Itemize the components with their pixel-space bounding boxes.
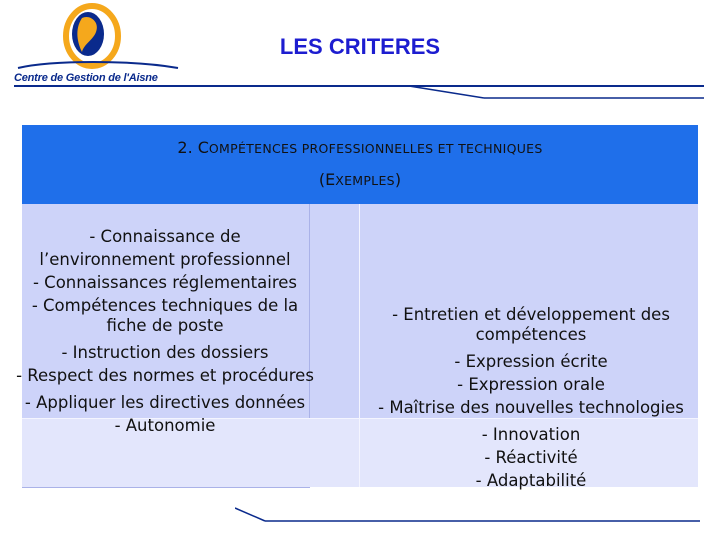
column-divider — [359, 204, 360, 487]
logo-caption: Centre de Gestion de l'Aisne — [14, 72, 158, 84]
heading-close: ) — [394, 170, 402, 189]
heading-examples: XEMPLES — [335, 173, 395, 188]
list-item: - Entretien et développement des compétences — [392, 305, 670, 344]
list-item: - Respect des normes et procédures — [16, 366, 314, 385]
list-item: - Réactivité — [484, 448, 578, 467]
list-item: - Adaptabilité — [475, 471, 587, 490]
list-item: - Instruction des dossiers — [61, 343, 269, 362]
list-item: - Connaissance de — [89, 227, 241, 246]
list-item: - Expression écrite — [454, 352, 608, 371]
heading-open: (E — [318, 170, 336, 189]
heading-rest: OMPÉTENCES PROFESSIONNELLES ET TECHNIQUES — [208, 141, 543, 156]
list-item: - Autonomie — [114, 416, 216, 435]
list-item: - Compétences techniques de la fiche de poste — [31, 296, 299, 335]
page-title: LES CRITERES — [279, 34, 441, 59]
heading-line-2 — [22, 170, 698, 189]
list-item: - Maîtrise des nouvelles technologies — [378, 398, 684, 417]
list-item: - Appliquer les directives données — [24, 393, 306, 412]
left-column — [10, 225, 320, 437]
list-item: - Expression orale — [457, 375, 605, 394]
top-divider — [14, 84, 704, 100]
heading-prefix: 2. C — [177, 138, 209, 157]
list-item: l’environnement professionnel — [39, 250, 291, 269]
right-column — [362, 303, 700, 492]
heading-line-1 — [22, 138, 698, 157]
table-heading — [22, 125, 698, 204]
bottom-divider — [235, 505, 700, 525]
list-item: - Innovation — [481, 425, 581, 444]
list-item: - Connaissances réglementaires — [32, 273, 298, 292]
